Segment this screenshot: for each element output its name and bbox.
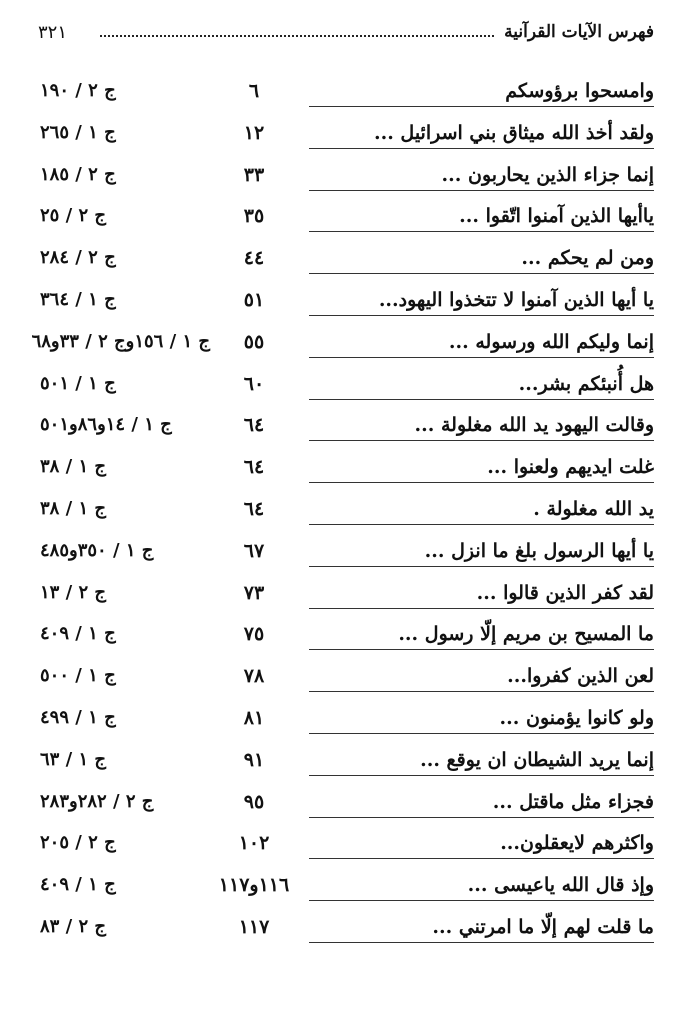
index-row [40,287,654,329]
index-row [40,705,654,747]
index-row [31,329,654,371]
volume-page-ref: ج ١ / ١٥٦وج ٢ / ٣٣و٦٨ [31,330,210,352]
volume-page-ref: ج ١ / ٢٦٥ [40,121,116,143]
volume-page-ref: ج ١ / ١٤و٨٦و٥٠١ [40,414,172,436]
volume-page-ref: ج ٢ / ١٨٥ [40,163,116,185]
index-row [40,830,654,872]
verse-number: ٦٤ [243,497,265,520]
volume-page-ref: ج ٢ / ٨٣ [40,915,107,937]
verse-number: ٦٤ [243,456,265,479]
verse-text: يا أيها الذين آمنوا لا تتخذوا اليهود... [309,289,654,316]
index-row [40,245,654,287]
verse-text: إنما جزاء الذين يحاربون ... [309,164,654,191]
verse-number: ٦٠ [243,372,265,395]
index-row [40,872,654,914]
verse-text: وإذ قال الله ياعيسى ... [309,874,654,901]
verse-index-list [31,78,654,956]
verse-number: ٩٥ [243,790,265,813]
volume-page-ref: ج ٢ / ٢٠٥ [40,832,116,854]
verse-text: لعن الذين كفروا... [309,665,654,692]
verse-text: وامسحوا برؤوسكم [309,80,654,107]
index-row [40,120,654,162]
verse-number: ٤٤ [243,247,265,270]
volume-page-ref: ج ٢ / ٢٨٢و٢٨٣ [40,790,154,812]
verse-number: ١٠٢ [238,832,270,855]
verse-text: غلت ايديهم ولعنوا ... [309,456,654,483]
index-row [40,496,654,538]
volume-page-ref: ج ١ / ٣٨ [40,497,107,519]
leader-dots [100,35,494,37]
verse-number: ١١٧ [238,915,270,938]
verse-text: ما المسيح بن مريم إلّا رسول ... [309,623,654,650]
verse-number: ٥٥ [243,330,265,353]
verse-number: ٧٥ [243,623,265,646]
verse-text: ومن لم يحكم ... [309,247,654,274]
volume-page-ref: ج ١ / ٥٠٠ [40,665,116,687]
verse-number: ١١٦و١١٧ [218,874,290,897]
index-row [40,412,654,454]
index-row [40,78,654,120]
verse-number: ٩١ [243,748,265,771]
verse-text: وقالت اليهود يد الله مغلولة ... [309,414,654,441]
verse-number: ١٢ [243,121,265,144]
verse-text: ما قلت لهم إلّا ما امرتني ... [309,916,654,943]
verse-text: هل أُنبئكم بشر... [309,373,654,400]
volume-page-ref: ج ٢ / ١٣ [40,581,107,603]
volume-page-ref: ج ١ / ٣٦٤ [40,288,116,310]
index-row [40,162,654,204]
volume-page-ref: ج ٢ / ١٩٠ [40,80,116,101]
volume-page-ref: ج ١ / ٦٣ [40,748,107,770]
volume-page-ref: ج ١ / ٤٩٩ [40,706,116,728]
page-header [38,22,654,54]
volume-page-ref: ج ٢ / ٢٨٤ [40,247,116,269]
volume-page-ref: ج ١ / ٤٠٩ [40,623,116,645]
index-row [40,621,654,663]
index-row [40,454,654,496]
volume-page-ref: ج ١ / ٤٠٩ [40,874,116,896]
index-row [40,789,654,831]
verse-number: ٣٣ [243,163,265,186]
index-row [40,914,654,956]
volume-page-ref: ج ١ / ٥٠١ [40,372,116,394]
index-row [40,580,654,622]
verse-text: لقد كفر الذين قالوا ... [309,582,654,609]
verse-text: فجزاء مثل ماقتل ... [309,791,654,818]
index-row [40,371,654,413]
index-row [40,663,654,705]
verse-text: إنما وليكم الله ورسوله ... [309,331,654,358]
verse-number: ٦٤ [243,414,265,437]
verse-text: ولقد أخذ الله ميثاق بني اسرائيل ... [309,122,654,149]
index-row [40,538,654,580]
verse-number: ٧٨ [243,665,265,688]
verse-number: ٣٥ [243,205,265,228]
verse-number: ٨١ [243,706,265,729]
verse-number: ٦ [248,80,260,102]
verse-text: واكثرهم لايعقلون... [309,832,654,859]
page-number: ٣٢١ [38,22,68,43]
volume-page-ref: ج ١ / ٣٥٠و٤٨٥ [40,539,154,561]
index-row [40,203,654,245]
index-title: فهرس الآيات القرآنية [504,22,654,42]
verse-text: ياأيها الذين آمنوا اتّقوا ... [309,205,654,232]
verse-text: إنما يريد الشيطان ان يوقع ... [309,749,654,776]
volume-page-ref: ج ٢ / ٢٥ [40,205,107,227]
index-row [40,747,654,789]
verse-number: ٧٣ [243,581,265,604]
verse-text: ولو كانوا يؤمنون ... [309,707,654,734]
verse-text: يد الله مغلولة . [309,498,654,525]
verse-text: يا أيها الرسول بلغ ما انزل ... [309,540,654,567]
verse-number: ٥١ [243,288,265,311]
verse-number: ٦٧ [243,539,265,562]
volume-page-ref: ج ١ / ٣٨ [40,456,107,478]
